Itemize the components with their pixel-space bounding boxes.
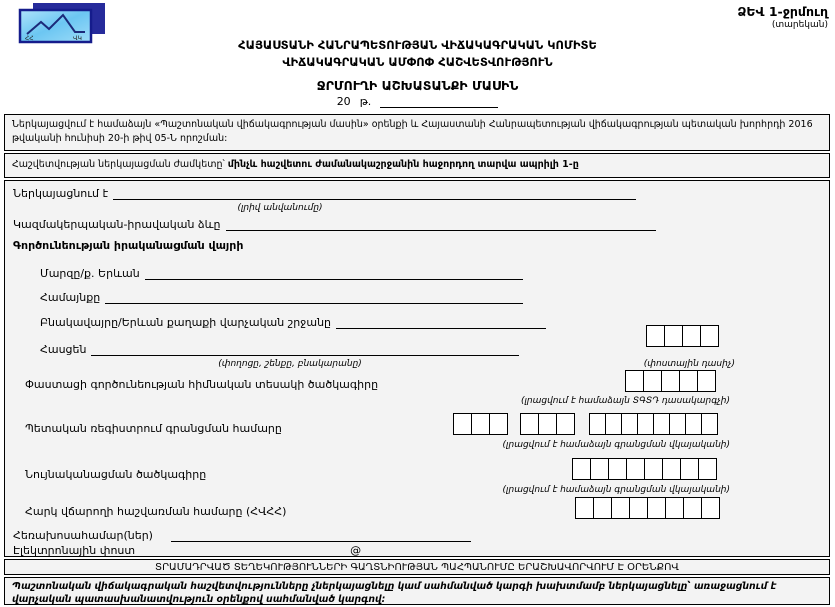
form-code-block xyxy=(678,4,828,30)
registry-label: Պետական ռեգիստրում գրանցման համարը xyxy=(25,422,282,435)
community-row xyxy=(40,291,523,304)
deadline-value: մինչև հաշվետու ժամանակաշրջանին հաջորդող տարվա ապրիլի 1-ը xyxy=(227,159,579,170)
tax-id-row xyxy=(25,505,286,518)
registry-boxes-group1[interactable] xyxy=(453,413,508,435)
activity-place-heading: Գործունեության իրականացման վայրի xyxy=(13,239,244,252)
input-cell[interactable] xyxy=(665,497,684,519)
input-cell[interactable] xyxy=(697,370,716,392)
year-fill-line[interactable] xyxy=(380,95,498,108)
input-cell[interactable] xyxy=(625,370,644,392)
id-code-row xyxy=(25,468,206,481)
input-cell[interactable] xyxy=(669,413,686,435)
submitter-label: Ներկայացնում է xyxy=(13,187,109,200)
input-cell[interactable] xyxy=(626,458,645,480)
settlement-row xyxy=(40,316,546,329)
deadline-label: Հաշվետվության ներկայացման ժամկետը՝ xyxy=(12,159,228,170)
logo-left-text: ՀՀ xyxy=(25,35,34,42)
year-row xyxy=(0,95,835,108)
input-cell[interactable] xyxy=(643,370,662,392)
input-cell[interactable] xyxy=(646,325,665,347)
input-cell[interactable] xyxy=(637,413,654,435)
input-cell[interactable] xyxy=(653,413,670,435)
legal-form-row xyxy=(13,218,656,231)
tax-id-label: Հարկ վճարողի հաշվառման համարը (ՀՎՀՀ) xyxy=(25,505,287,518)
id-code-label: Նույնականացման ծածկագիրը xyxy=(25,468,207,481)
input-cell[interactable] xyxy=(662,458,681,480)
input-cell[interactable] xyxy=(589,413,606,435)
region-fill-line[interactable] xyxy=(145,267,523,280)
input-cell[interactable] xyxy=(621,413,638,435)
id-code-boxes[interactable] xyxy=(572,458,717,480)
address-label: Հասցեն xyxy=(40,343,87,356)
liability-warning-box xyxy=(4,577,830,605)
input-cell[interactable] xyxy=(682,325,701,347)
phone-row xyxy=(13,529,471,542)
logo-right-text: ՎԿ xyxy=(73,35,82,42)
email-at-sign: @ xyxy=(350,544,362,557)
registry-row xyxy=(25,422,282,435)
activity-code-boxes[interactable] xyxy=(625,370,716,392)
input-cell[interactable] xyxy=(700,325,719,347)
input-cell[interactable] xyxy=(683,497,702,519)
input-cell[interactable] xyxy=(608,458,627,480)
input-cell[interactable] xyxy=(661,370,680,392)
committee-name-line2: ՎԻՃԱԿԱԳՐԱԿԱՆ ԱՄՓՈՓ ՀԱՇՎԵՏՎՈՒԹՅՈՒՆ xyxy=(282,55,553,69)
activity-code-label: Փաստացի գործունեության հիմնական տեսակի ծածկագիրը xyxy=(25,378,379,391)
email-row xyxy=(13,544,461,557)
input-cell[interactable] xyxy=(680,458,699,480)
input-cell[interactable] xyxy=(520,413,539,435)
address-row xyxy=(40,343,519,356)
input-cell[interactable] xyxy=(538,413,557,435)
email-label: Էլեկտրոնային փոստ xyxy=(13,544,136,557)
region-label: Մարզը/ք. Երևան xyxy=(40,267,140,280)
submitter-fill-line[interactable] xyxy=(113,187,636,200)
input-cell[interactable] xyxy=(698,458,717,480)
address-caption: (փողոցը, շենքը, բնակարանը) xyxy=(218,359,362,369)
main-form-box xyxy=(4,180,830,557)
input-cell[interactable] xyxy=(605,413,622,435)
submitter-row xyxy=(13,187,636,200)
input-cell[interactable] xyxy=(590,458,609,480)
input-cell[interactable] xyxy=(701,413,718,435)
activity-code-caption: (լրացվում է համաձայն ՏԳՏԴ դասակարգչի) xyxy=(520,396,730,406)
input-cell[interactable] xyxy=(572,458,591,480)
input-cell[interactable] xyxy=(664,325,683,347)
input-cell[interactable] xyxy=(556,413,575,435)
activity-code-row xyxy=(25,378,378,391)
confidentiality-guarantee-bar xyxy=(4,559,830,575)
registry-boxes-group2[interactable] xyxy=(520,413,575,435)
email-local-fill-line[interactable] xyxy=(160,544,350,557)
input-cell[interactable] xyxy=(629,497,648,519)
legal-basis-text: Ներկայացվում է համաձայն «Պաշտոնական վիճակագրության մասին» օրենքի և Հայաստանի Հանրապետության վիճակագրության պետական խորհրդի 2016 թվականի հունիսի 20-ի թիվ 05-Ն որոշման: xyxy=(12,119,813,144)
tax-id-boxes[interactable] xyxy=(575,497,720,519)
year-letter: թ. xyxy=(359,95,372,108)
phone-fill-line[interactable] xyxy=(171,529,471,542)
input-cell[interactable] xyxy=(701,497,720,519)
legal-basis-box xyxy=(4,114,830,151)
confidentiality-guarantee-text: ՏՐԱՄԱԴՐՎԱԾ ՏԵՂԵԿՈՒԹՅՈՒՆՆԵՐԻ ԳԱՂՏՆԻՈՒԹՅԱՆ ՊԱՀՊԱՆՈՒՄԸ ԵՐԱՇԽԱՎՈՐՎՈՒՄ Է ՕՐԵՆՔՈՎ xyxy=(155,562,679,573)
input-cell[interactable] xyxy=(685,413,702,435)
liability-warning-text: Պաշտոնական վիճակագրական հաշվետվությունները չներկայացնելը կամ սահմանված կարգի խախտմամբ ներկայացնելը՝ առաջացնում է վարչական պատասխանատվություն օրենքով սահմանված կարգով: xyxy=(12,581,777,606)
form-code: ՁԵՎ 1-ջրմուղ xyxy=(737,4,828,19)
input-cell[interactable] xyxy=(647,497,666,519)
input-cell[interactable] xyxy=(679,370,698,392)
deadline-box xyxy=(4,153,830,178)
input-cell[interactable] xyxy=(593,497,612,519)
input-cell[interactable] xyxy=(644,458,663,480)
year-prefix: 20 xyxy=(336,95,351,108)
committee-name-line1: ՀԱՅԱՍՏԱՆԻ ՀԱՆՐԱՊԵՏՈՒԹՅԱՆ ՎԻՃԱԿԱԳՐԱԿԱՆ ԿՈՄԻՏԵ xyxy=(238,38,597,52)
address-fill-line[interactable] xyxy=(91,343,519,356)
settlement-label: Բնակավայրը/Երևան քաղաքի վարչական շրջանը xyxy=(40,316,332,329)
submitter-caption: (լրիվ անվանումը) xyxy=(237,203,323,213)
input-cell[interactable] xyxy=(489,413,508,435)
postal-code-boxes[interactable] xyxy=(646,325,719,347)
input-cell[interactable] xyxy=(453,413,472,435)
input-cell[interactable] xyxy=(611,497,630,519)
settlement-fill-line[interactable] xyxy=(336,316,546,329)
email-domain-fill-line[interactable] xyxy=(361,544,461,557)
form-periodicity: (տարեկան) xyxy=(771,20,828,30)
report-title: ՋՐՄՈՒՂԻ ԱՇԽԱՏԱՆՔԻ ՄԱՍԻՆ xyxy=(316,78,519,93)
legal-form-fill-line[interactable] xyxy=(226,218,656,231)
community-label: Համայնքը xyxy=(40,291,101,304)
input-cell[interactable] xyxy=(575,497,594,519)
input-cell[interactable] xyxy=(471,413,490,435)
registry-caption: (լրացվում է համաձայն գրանցման վկայականի) xyxy=(502,440,730,450)
id-code-caption: (լրացվում է համաձայն գրանցման վկայականի) xyxy=(502,485,730,495)
registry-boxes-group3[interactable] xyxy=(589,413,718,435)
phone-label: Հեռախոսահամար(ներ) xyxy=(13,529,153,542)
region-row xyxy=(40,267,523,280)
community-fill-line[interactable] xyxy=(105,291,523,304)
legal-form-label: Կազմակերպական-իրավական ձևը xyxy=(13,218,221,231)
postal-caption: (փոստային դասիչ) xyxy=(643,359,735,369)
